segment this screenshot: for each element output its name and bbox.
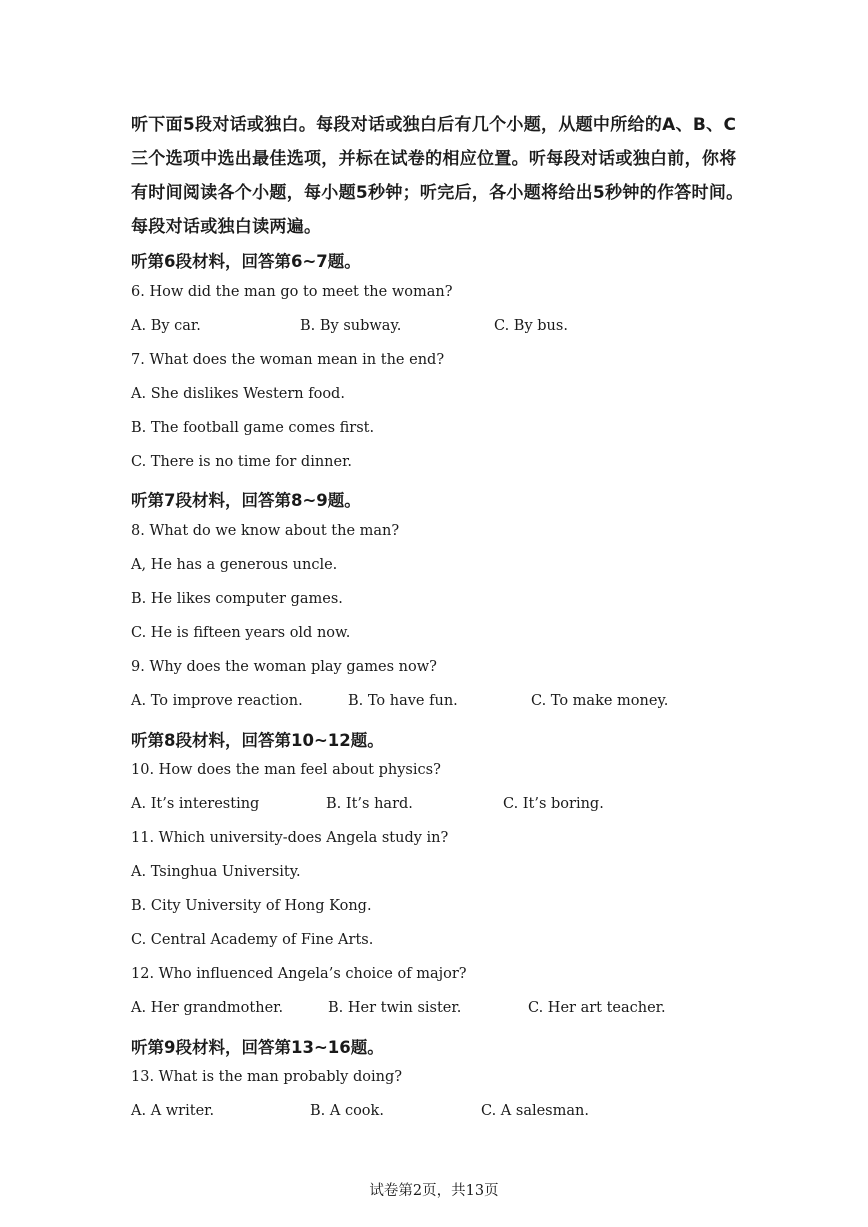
option-b: B. Her twin sister.	[328, 1000, 462, 1016]
option-c: C. By bus.	[494, 318, 568, 334]
option-c: C. Her art teacher.	[528, 1000, 666, 1016]
section-header: 听第8段材料，回答第10~12题。	[131, 731, 384, 750]
option-b: B. He likes computer games.	[131, 591, 343, 607]
section-header: 听第7段材料，回答第8~9题。	[131, 491, 361, 510]
question-text: 10. How does the man feel about physics?	[131, 762, 441, 778]
option-a: A. By car.	[131, 318, 201, 334]
option-c: C. He is fifteen years old now.	[131, 625, 351, 641]
section-header: 听第6段材料，回答第6~7题。	[131, 252, 361, 271]
option-a: A. To improve reaction.	[131, 693, 303, 709]
question-text: 13. What is the man probably doing?	[131, 1069, 403, 1085]
option-b: B. A cook.	[310, 1103, 384, 1119]
option-a: A. She dislikes Western food.	[131, 386, 345, 402]
option-b: B. By subway.	[300, 318, 402, 334]
option-a: A. A writer.	[131, 1103, 215, 1119]
option-a: A. Tsinghua University.	[131, 864, 301, 880]
option-a: A, He has a generous uncle.	[131, 557, 338, 573]
page-footer: 试卷第2页，共13页	[369, 1183, 499, 1199]
question-text: 7. What does the woman mean in the end?	[131, 352, 445, 368]
option-c: C. It’s boring.	[503, 796, 604, 812]
option-c: C. To make money.	[531, 693, 669, 709]
option-b: B. To have fun.	[348, 693, 458, 709]
option-c: C. A salesman.	[481, 1103, 589, 1119]
instructions-paragraph: 听下面5段对话或独白。每段对话或独白后有几个小题，从题中所给的A、B、C三个选项中选出最佳选项，并标在试卷的相应位置。听每段对话或独白前，你将有时间阅读各个小题，每小题5秒钟；听完后，各小题将给出5秒钟的作答时间。每段对话或独白读两遍。	[131, 115, 744, 237]
question-text: 8. What do we know about the man?	[131, 523, 400, 539]
question-text: 6. How did the man go to meet the woman?	[131, 284, 453, 300]
question-text: 9. Why does the woman play games now?	[131, 659, 437, 675]
option-b: B. It’s hard.	[326, 796, 413, 812]
option-c: C. There is no time for dinner.	[131, 454, 353, 470]
option-b: B. City University of Hong Kong.	[131, 898, 372, 914]
option-c: C. Central Academy of Fine Arts.	[131, 932, 374, 948]
option-b: B. The football game comes first.	[131, 420, 375, 436]
question-text: 11. Which university-does Angela study in?	[131, 830, 449, 846]
question-text: 12. Who influenced Angela’s choice of major?	[131, 966, 467, 982]
option-a: A. It’s interesting	[131, 796, 260, 812]
option-a: A. Her grandmother.	[131, 1000, 284, 1016]
section-header: 听第9段材料，回答第13~16题。	[131, 1038, 384, 1057]
